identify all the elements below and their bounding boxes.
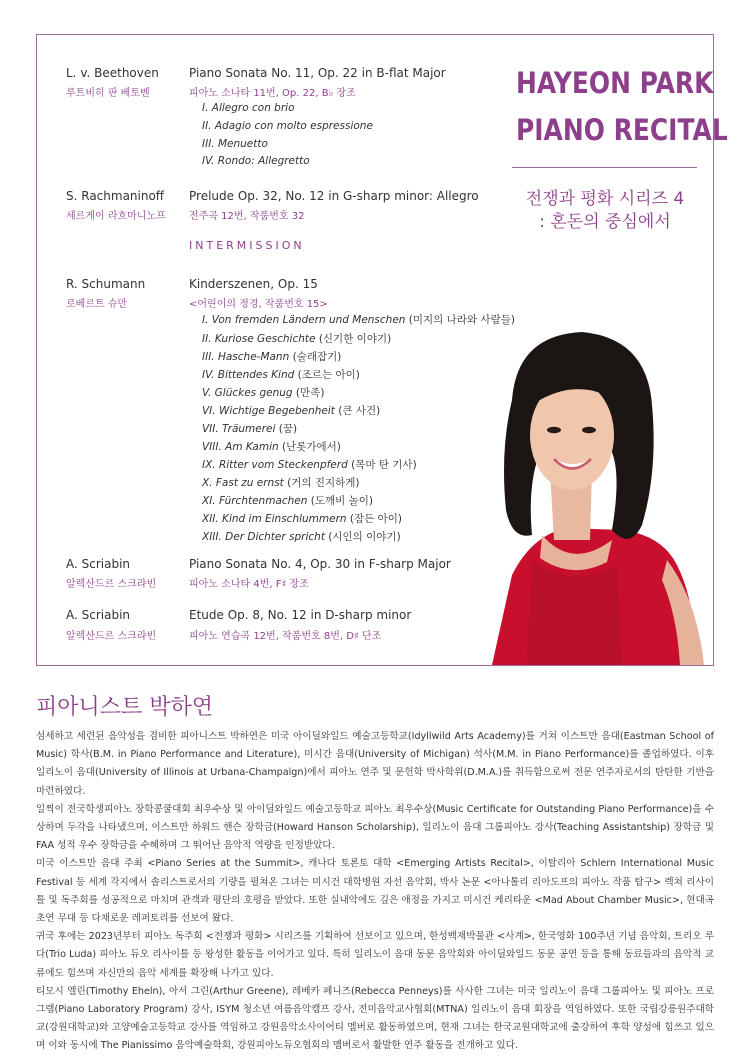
movement: IX. Ritter vom Steckenpferd (목마 탄 기사) (202, 459, 417, 471)
movement: VII. Träumerei (꿈) (202, 423, 298, 435)
bio-heading: 피아니스트 박하연 (36, 695, 214, 720)
bio-paragraph: 귀국 후에는 2023년부터 피아노 독주회 <전쟁과 평화> 시리즈를 기획하여 선보이고 있으며, 한성백제박물관 <사계>, 한국영화 100주년 기념 음악회, 트리오 루다(Trio Luda) 피아노 듀오 리사이틀 등 왕성한 활동을 이어가고 있다. 특히 일리노이 음대 동문 음악회와 아이딜와일드 동문 공연 등을 통해 동료들과의 음악적 교류에도 힘쓰며 자신만의 음악 세계를 확장해 나가고 있다. (36, 931, 714, 979)
work-title-korean: 피아노 소나타 11번, Op. 22, B♭ 장조 (189, 88, 356, 99)
composer-name: A. Scriabin (66, 608, 131, 622)
movement: IV. Rondo: Allegretto (202, 155, 310, 167)
work-title: Prelude Op. 32, No. 12 in G-sharp minor: Allegro (189, 189, 479, 203)
composer-name: S. Rachmaninoff (66, 189, 165, 203)
composer-name: L. v. Beethoven (66, 66, 159, 80)
composer-name-korean: 루트비히 판 베토벤 (66, 88, 150, 99)
composer-name-korean: 세르게이 라흐마니노프 (66, 211, 166, 222)
movement: I. Allegro con brio (202, 102, 295, 114)
intermission-label: INTERMISSION (189, 239, 305, 252)
movement: V. Glückes genug (만족) (202, 387, 325, 399)
work-title: Piano Sonata No. 4, Op. 30 in F-sharp Major (189, 557, 451, 571)
series-title-line2: : 혼돈의 중심에서 (539, 212, 671, 232)
movement: III. Menuetto (202, 138, 268, 150)
bio-paragraph: 티모시 엘린(Timothy Eheln), 아서 그린(Arthur Greene), 레베카 페니즈(Rebecca Penneys)를 사사한 그녀는 미국 일리노이 음대 그룹피아노 및 피아노 프로그램(Piano Laboratory Program) 강사, ISYM 청소년 여름음악캠프 강사, 전미음악교사협회(MTNA) 일리노이 음대 회장을 역임하였다. 또한 국립강릉원주대학교(강원대학교)와 고양예술고등학교 강사를 역임하고 강원음악소사이어티 멤버로 활동하였으며, 현재 그녀는 한국교원대학교에 출강하여 후학 양성에 힘쓰고 있으며 이와 동시에 The Pianissimo 음악예술학회, 강원피아노듀오협회의 멤버로서 활발한 연주 활동을 전개하고 있다. (36, 985, 714, 1052)
recital-title-line1: HAYEON PARK (516, 66, 714, 100)
recital-title-line2: PIANO RECITAL (516, 113, 728, 147)
movement: XII. Kind im Einschlummern (잠든 아이) (202, 513, 403, 525)
movement: VIII. Am Kamin (난롯가에서) (202, 441, 341, 453)
bio-paragraph: 미국 이스트만 음대 주최 <Piano Series at the Summit>, 캐나다 토론토 대학 <Emerging Artists Recital>, 이탈리아 Schlern International Music Festival 등 세계 각지에서 솔리스트로서의 기량을 펼쳐온 그녀는 미시건 대학병원 자선 음악회, 박사 논문 <아나톨리 리아도프의 피아노 작품 탐구> 렉쳐 리사이틀 및 독주회를 성공적으로 마치며 관객과 평단의 호평을 받았다. 또한 실내악에도 깊은 애정을 가지고 미시건 케리타운 <Mad About Chamber Music>, 현대곡 초연 무대 등 다채로운 레퍼토리를 선보여 왔다. (36, 858, 714, 925)
movement: II. Kuriose Geschichte (신기한 이야기) (202, 333, 392, 345)
movement: VI. Wichtige Begebenheit (큰 사건) (202, 405, 381, 417)
work-title: Etude Op. 8, No. 12 in D-sharp minor (189, 608, 412, 622)
movement: III. Hasche-Mann (술래잡기) (202, 351, 342, 363)
movement: II. Adagio con molto espressione (202, 120, 373, 132)
pianist-portrait (472, 330, 712, 665)
work-title: Piano Sonata No. 11, Op. 22 in B-flat Major (189, 66, 446, 80)
movement: X. Fast zu ernst (거의 진지하게) (202, 477, 360, 489)
work-title: Kinderszenen, Op. 15 (189, 277, 318, 291)
work-title-korean: 전주곡 12번, 작품번호 32 (189, 211, 305, 222)
composer-name: R. Schumann (66, 277, 146, 291)
series-title-line1: 전쟁과 평화 시리즈 4 (525, 189, 685, 209)
work-title-korean: 피아노 연습곡 12번, 작품번호 8번, D♯ 단조 (189, 631, 382, 642)
composer-name: A. Scriabin (66, 557, 131, 571)
work-title-korean: <어린이의 정경, 작품번호 15> (189, 299, 328, 310)
composer-name-korean: 알렉산드르 스크랴빈 (66, 631, 157, 642)
movement: XIII. Der Dichter spricht (시인의 이야기) (202, 531, 401, 543)
work-title-korean: 피아노 소나타 4번, F♯ 장조 (189, 579, 309, 590)
bio-text (36, 728, 714, 1056)
bio-paragraph: 섬세하고 세련된 음악성을 겸비한 피아니스트 박하연은 미국 아이딜와일드 예술고등학교(Idyllwild Arts Academy)를 거쳐 이스트만 음대(Eastman School of Music) 학사(B.M. in Piano Performance and Literature), 미시간 음대(University of Michigan) 석사(M.M. in Piano Performance)를 졸업하였다. 이후 일리노이 음대(University of Illinois at Urbana-Champaign)에서 피아노 연주 및 문헌학 박사학위(D.M.A.)를 취득함으로써 전문 연주자로서의 탄탄한 기반을 마련하였다. (36, 731, 714, 797)
composer-name-korean: 알렉산드르 스크랴빈 (66, 579, 157, 590)
composer-name-korean: 로베르트 슈만 (66, 299, 128, 310)
title-divider (512, 167, 697, 168)
movement: I. Von fremden Ländern und Menschen (미지의 나라와 사람들) (202, 314, 515, 326)
movement: IV. Bittendes Kind (조르는 아이) (202, 369, 360, 381)
bio-paragraph: 일찍이 전국학생피아노 장학콩쿨대회 최우수상 및 아이딜와일드 예술고등학교 피아노 최우수상(Music Certificate for Outstanding Piano Performance)을 수상하며 두각을 나타냈으며, 이스트만 하워드 핸슨 장학금(Howard Hanson Scholarship), 일리노이 음대 그룹피아노 강사(Teaching Assistantship) 장학금 및 FAA 성적 우수 장학금을 수혜하며 그 뛰어난 음악적 역량을 인정받았다. (36, 803, 714, 852)
movement: XI. Fürchtenmachen (도깨비 놀이) (202, 495, 374, 507)
portrait-illustration (472, 330, 712, 665)
